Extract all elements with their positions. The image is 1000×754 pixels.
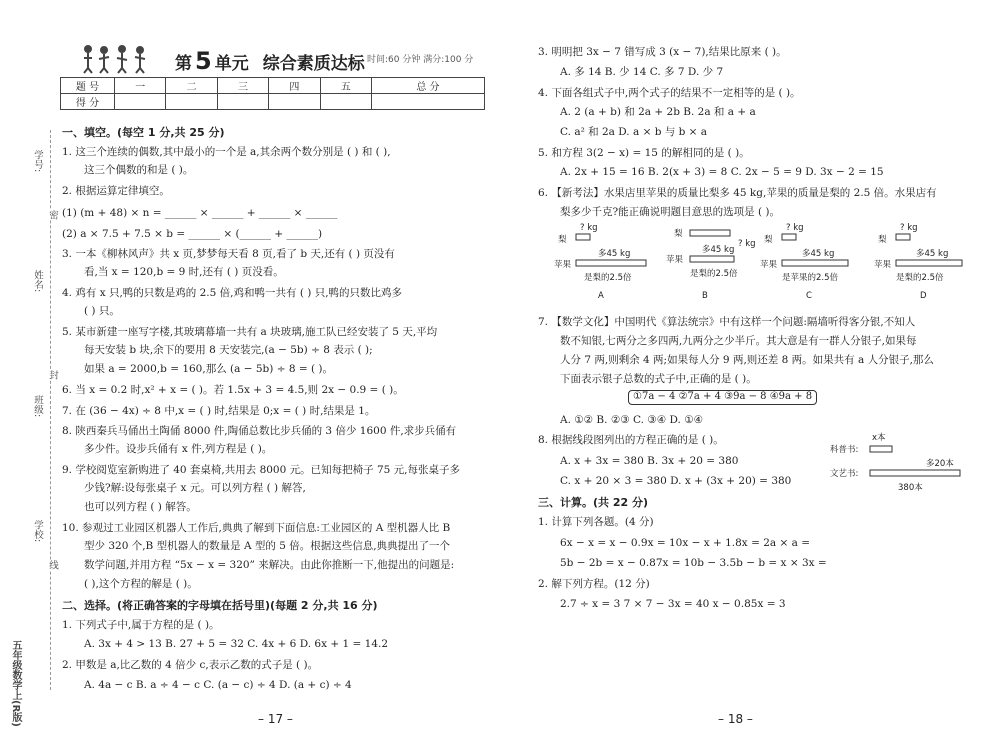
unit-post: 单元 (214, 54, 249, 74)
right-line: 梨多少千克?能正确说明题目意思的选项是 ( )。 (560, 206, 780, 218)
score-cell[interactable] (115, 94, 166, 110)
q6-b-q: ? kg (738, 239, 756, 249)
right-line: 5b − 2b = x − 0.87x = 10b − 3.5b − b = x × 3x = (560, 557, 827, 569)
right-line: 6. 【新考法】水果店里苹果的质量比梨多 45 kg,苹果的质量是梨的 2.5 倍。水果店有 (538, 187, 937, 199)
score-cell[interactable] (269, 94, 320, 110)
left-line: 数学问题,并用方程 “5x − x = 320” 来解决。由此你推断一下,他提出的问题是: (84, 559, 455, 571)
score-row-label: 得 分 (61, 94, 115, 110)
q7-options-box: ①7a − 4 ②7a + 4 ③9a − 8 ④9a + 8 (628, 390, 817, 405)
q6-d-li: 梨 (878, 235, 887, 245)
score-header-cell: 总 分 (371, 78, 484, 94)
right-line: A. 多 14 B. 少 14 C. 多 7 D. 少 7 (560, 66, 724, 78)
binding-xian: 线 (47, 560, 58, 570)
q6-c-q: ? kg (786, 223, 804, 233)
right-line: 8. 根据线段图列出的方程正确的是 ( )。 (538, 434, 724, 446)
binding-banji: 班级: (32, 395, 43, 418)
q8-kepu-label: 科普书: (830, 445, 859, 455)
score-header-cell: 五 (320, 78, 371, 94)
q6-option-a[interactable] (554, 223, 646, 301)
left-line: A. 3x + 4 > 13 B. 27 + 5 = 32 C. 4x + 6 D. 6x + 1 = 14.2 (84, 638, 389, 650)
book-label: 五年级数学上(R版) (10, 640, 21, 727)
q6-c-pingguo: 苹果 (760, 260, 778, 270)
left-line: 2. 根据运算定律填空。 (62, 185, 170, 197)
left-line: 9. 学校阅览室新购进了 40 套桌椅,共用去 8000 元。已知每把椅子 75 元,每张桌子多 (62, 464, 460, 476)
right-line: 数不知银,七两分之多四两,九两分之少半斤。其大意是有一群人分银子,如果每 (560, 335, 917, 347)
left-line: (1) (m + 48) × n = ______ × ______ + ______ × ______ (62, 207, 338, 219)
q6-d-bei: 是梨的2.5倍 (896, 273, 944, 283)
header-decoration-icon (82, 44, 152, 74)
page-number-right: – 18 – (718, 712, 753, 726)
q6-a-d45: 多45 kg (598, 249, 631, 259)
left-line: 每天安装 b 块,余下的要用 8 天安装完,(a − 5b) ÷ 8 表示 ( ); (84, 344, 373, 356)
score-header-cell: 四 (269, 78, 320, 94)
left-line: (2) a × 7.5 + 7.5 × b = ______ × (______ + ______) (62, 228, 323, 240)
right-line: 3. 明明把 3x − 7 错写成 3 (x − 7),结果比原来 ( )。 (538, 46, 787, 58)
q6-a-q: ? kg (580, 223, 598, 233)
right-line: 2. 解下列方程。(12 分) (538, 578, 650, 590)
q6-d-letter: D (920, 291, 927, 301)
q6-b-pingguo: 苹果 (666, 255, 684, 265)
right-line: A. 2 (a + b) 和 2a + 2b B. 2a 和 a + a (560, 106, 756, 118)
left-line: 多少件。设步兵俑有 x 件,列方程是 ( )。 (84, 443, 273, 455)
q8-x-label: x本 (872, 433, 886, 443)
left-line: 如果 a = 2000,b = 160,那么 (a − 5b) ÷ 8 = ( )。 (84, 363, 334, 375)
left-line: 一、填空。(每空 1 分,共 25 分) (62, 126, 225, 139)
q6-diagrams (550, 220, 970, 305)
right-line: 1. 计算下列各题。(4 分) (538, 516, 654, 528)
left-line: 这三个偶数的和是 ( )。 (84, 164, 194, 176)
right-line: 三、计算。(共 22 分) (538, 496, 649, 509)
q6-c-d45: 多45 kg (802, 249, 835, 259)
left-line: 5. 某市新建一座写字楼,其玻璃幕墙一共有 a 块玻璃,施工队已经安装了 5 天,平均 (62, 326, 438, 338)
right-line: A. x + 3x = 380 B. 3x + 20 = 380 (560, 455, 739, 467)
left-line: 4. 鸡有 x 只,鸭的只数是鸡的 2.5 倍,鸡和鸭一共有 ( ) 只,鸭的只数比鸡多 (62, 287, 403, 299)
binding-xuexiao: 学校: (32, 520, 43, 543)
score-cell[interactable] (166, 94, 217, 110)
q6-b-li: 梨 (674, 229, 683, 239)
q6-d-q: ? kg (900, 223, 918, 233)
q6-b-letter: B (702, 291, 708, 301)
q6-b-d45: 多45 kg (702, 245, 735, 255)
left-line: 3. 一本《柳林风声》共 x 页,梦梦每天看 8 页,看了 b 天,还有 ( ) 页没有 (62, 248, 395, 260)
score-header-cell: 一 (115, 78, 166, 94)
q6-a-pingguo: 苹果 (554, 260, 572, 270)
left-line: 少钱?解:设每张桌子 x 元。可以列方程 ( ) 解答, (84, 482, 306, 494)
score-header-cell: 题 号 (61, 78, 115, 94)
q8-wenyi-label: 文艺书: (830, 469, 859, 479)
right-line: 4. 下面各组式子中,两个式子的结果不一定相等的是 ( )。 (538, 87, 801, 99)
q6-a-bei: 是梨的2.5倍 (584, 273, 632, 283)
score-cell[interactable] (320, 94, 371, 110)
exam-meta: 时间:60 分钟 满分:100 分 (367, 55, 474, 65)
unit-pre: 第 (175, 54, 192, 74)
left-line: 1. 这三个连续的偶数,其中最小的一个是 a,其余两个数分别是 ( ) 和 ( ), (62, 146, 391, 158)
q6-d-pingguo: 苹果 (874, 260, 892, 270)
binding-mi: 密 (47, 210, 58, 220)
score-table-header-row (61, 78, 485, 94)
right-line: 7. 【数学文化】中国明代《算法统宗》中有这样一个问题:隔墙听得客分银,不知人 (538, 316, 916, 328)
unit-heading (175, 46, 365, 76)
score-header-cell: 三 (217, 78, 268, 94)
q6-a-letter: A (598, 291, 604, 301)
q6-d-d45: 多45 kg (916, 249, 949, 259)
score-cell[interactable] (217, 94, 268, 110)
right-line: 6x − x = x − 0.9x = 10x − x + 1.8x = 2a × a = (560, 537, 811, 549)
q8-d20-label: 多20本 (926, 459, 954, 469)
left-line: 8. 陕西秦兵马俑出土陶俑 8000 件,陶俑总数比步兵俑的 3 倍少 1600 件,求步兵俑有 (62, 425, 457, 437)
q6-c-letter: C (806, 291, 812, 301)
left-line: 6. 当 x = 0.2 时,x² + x = ( )。若 1.5x + 3 = 4.5,则 2x − 0.9 = ( )。 (62, 384, 404, 396)
right-line: 人分 7 两,则剩余 4 两;如果每人分 9 两,则还差 8 两。如果共有 a 人分银子,那么 (560, 354, 934, 366)
binding-feng: 封 (47, 370, 58, 380)
q6-c-bei: 是苹果的2.5倍 (782, 273, 839, 283)
left-line: 1. 下列式子中,属于方程的是 ( )。 (62, 619, 220, 631)
q6-b-bei: 是梨的2.5倍 (690, 269, 738, 279)
left-line: 2. 甲数是 a,比乙数的 4 倍少 c,表示乙数的式子是 ( )。 (62, 659, 319, 671)
right-line: 5. 和方程 3(2 − x) = 15 的解相同的是 ( )。 (538, 147, 750, 159)
unit-number: 5 (195, 47, 212, 75)
binding-xuehao: 学号: (32, 150, 43, 173)
binding-xingming: 姓名: (32, 270, 43, 293)
q8-diagram (826, 430, 966, 492)
left-line: 10. 参观过工业园区机器人工作后,典典了解到下面信息:工业园区的 A 型机器人比 B (62, 522, 451, 534)
left-line: ( ) 只。 (84, 305, 120, 317)
right-line: A. 2x + 15 = 16 B. 2(x + 3) = 8 C. 2x − 5 = 9 D. 3x − 2 = 15 (560, 166, 884, 178)
page-title: 综合素质达标 (262, 54, 365, 74)
left-line: 也可以列方程 ( ) 解答。 (84, 501, 197, 513)
q6-option-d[interactable] (874, 223, 962, 301)
right-line: 2.7 ÷ x = 3 7 × 7 − 3x = 40 x − 0.85x = 3 (560, 598, 786, 610)
right-line: A. ①② B. ②③ C. ③④ D. ①④ (560, 414, 704, 426)
q6-c-li: 梨 (764, 235, 773, 245)
left-line: A. 4a − c B. a ÷ 4 − c C. (a − c) ÷ 4 D. (a + c) ÷ 4 (84, 679, 352, 691)
score-cell[interactable] (371, 94, 484, 110)
score-table (60, 77, 485, 110)
right-line: C. a² 和 2a D. a × b 与 b × a (560, 126, 708, 138)
q8-total-label: 380本 (898, 483, 923, 492)
right-line: 下面表示银子总数的式子中,正确的是 ( )。 (560, 373, 757, 385)
score-header-cell: 二 (166, 78, 217, 94)
score-table-row (61, 94, 485, 110)
right-line: C. x + 20 × 3 = 380 D. x + (3x + 20) = 380 (560, 475, 792, 487)
q6-a-li: 梨 (558, 235, 567, 245)
page-number-left: – 17 – (258, 712, 293, 726)
q6-option-b[interactable] (666, 228, 756, 301)
left-line: 二、选择。(将正确答案的字母填在括号里)(每题 2 分,共 16 分) (62, 599, 378, 612)
left-line: ( ),这个方程的解是 ( )。 (84, 578, 198, 590)
q6-option-c[interactable] (760, 223, 848, 301)
left-line: 7. 在 (36 − 4x) ÷ 8 中,x = ( ) 时,结果是 0;x = ( ) 时,结果是 1。 (62, 405, 376, 417)
left-line: 看,当 x = 120,b = 9 时,还有 ( ) 页没看。 (84, 266, 284, 278)
left-line: 型少 320 个,B 型机器人的数量是 A 型的 5 倍。根据这些信息,典典提出了一个 (84, 540, 451, 552)
